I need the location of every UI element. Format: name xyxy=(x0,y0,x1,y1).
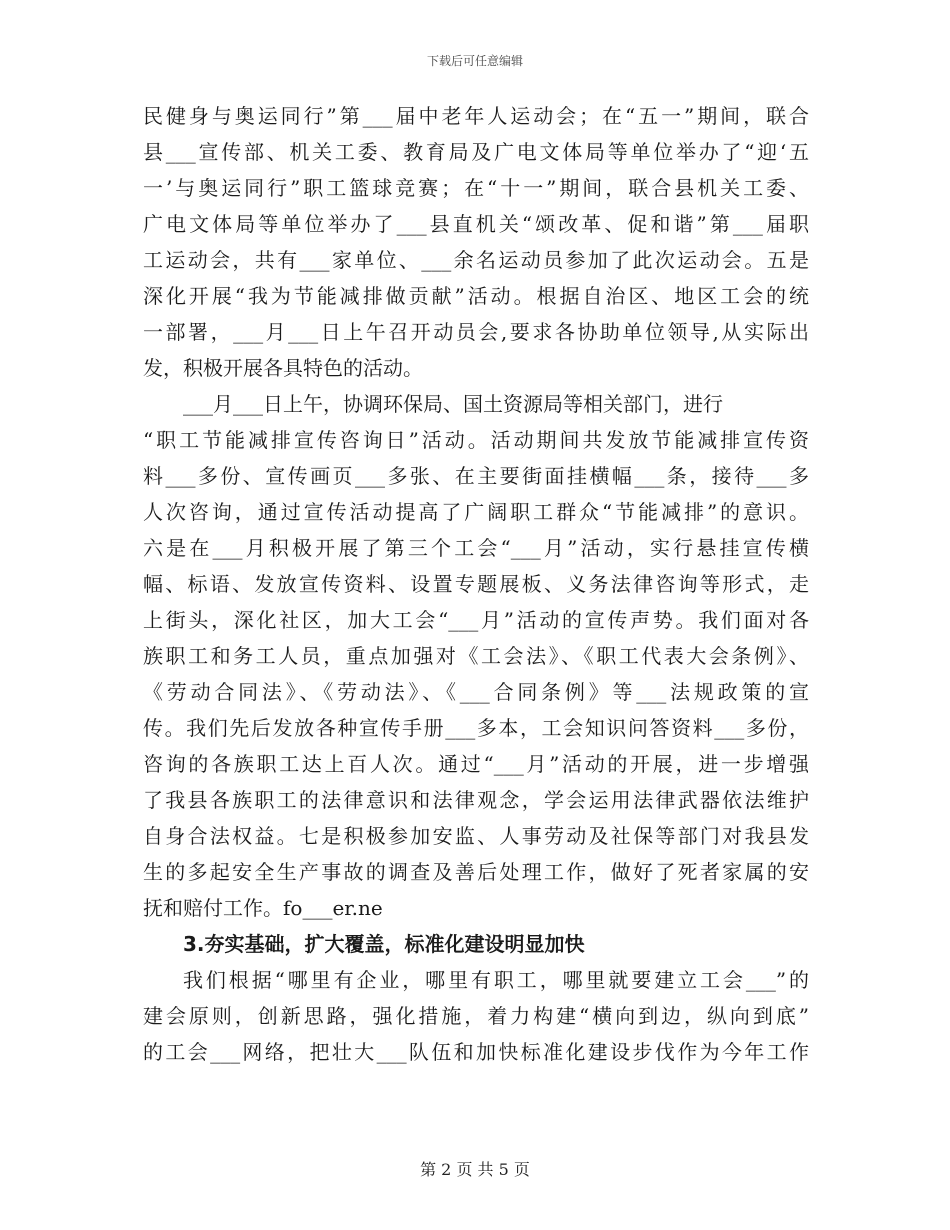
text-line: 发，积极开展各具特色的活动。 xyxy=(143,356,423,380)
text-line: 了我县各族职工的法律意识和法律观念，学会运用法律武器依法维护 xyxy=(143,788,809,812)
text-line: 工运动会，共有___家单位、___余名运动员参加了此次运动会。五是 xyxy=(143,248,809,272)
text-line: 民健身与奥运同行”第___届中老年人运动会；在“五一”期间，联合 xyxy=(143,104,809,128)
text-line: 的工会___网络，把壮大___队伍和加快标准化建设步伐作为今年工作 xyxy=(143,1040,809,1064)
text-line: 料___多份、宣传画页___多张、在主要街面挂横幅___条，接待___多 xyxy=(143,464,809,488)
text-line: 深化开展“我为节能减排做贡献”活动。根据自治区、地区工会的统 xyxy=(143,284,809,308)
page-number-footer: 第 2 页 共 5 页 xyxy=(420,1160,530,1179)
document-body xyxy=(143,98,809,1070)
text-line: 广电文体局等单位举办了___县直机关“颂改革、促和谐”第___届职 xyxy=(143,212,809,236)
text-line: 上街头，深化社区，加大工会“___月”活动的宣传声势。我们面对各 xyxy=(143,608,809,632)
text-line: 人次咨询，通过宣传活动提高了广阔职工群众“节能减排”的意识。 xyxy=(143,500,809,524)
text-line: “职工节能减排宣传咨询日”活动。活动期间共发放节能减排宣传资 xyxy=(143,428,809,452)
text-line: 咨询的各族职工达上百人次。通过“___月”活动的开展，进一步增强 xyxy=(143,752,809,776)
text-line: 幅、标语、发放宣传资料、设置专题展板、义务法律咨询等形式，走 xyxy=(143,572,809,596)
text-line: 一部署，___月___日上午召开动员会,要求各协助单位领导,从实际出 xyxy=(143,320,809,344)
text-line: 我们根据“哪里有企业，哪里有职工，哪里就要建立工会___”的 xyxy=(183,968,809,992)
page-header: 下载后可任意编辑 xyxy=(426,54,523,68)
section-heading: 3.夯实基础，扩大覆盖，标准化建设明显加快 xyxy=(183,932,585,956)
text-line: 建会原则，创新思路，强化措施，着力构建“横向到边，纵向到底” xyxy=(143,1004,809,1028)
text-line: 抚和赔付工作。fo___er.ne xyxy=(143,896,383,920)
text-line: 自身合法权益。七是积极参加安监、人事劳动及社保等部门对我县发 xyxy=(143,824,809,848)
text-line: 《劳动合同法》、《劳动法》、《___合同条例》等___法规政策的宣 xyxy=(143,680,809,704)
text-line: 族职工和务工人员，重点加强对《工会法》、《职工代表大会条例》、 xyxy=(143,644,809,668)
text-line: 生的多起安全生产事故的调查及善后处理工作，做好了死者家属的安 xyxy=(143,860,809,884)
text-line: 一’与奥运同行”职工篮球竞赛；在“十一”期间，联合县机关工委、 xyxy=(143,176,809,200)
text-line: 县___宣传部、机关工委、教育局及广电文体局等单位举办了“迎‘五 xyxy=(143,140,809,164)
text-line: 六是在___月积极开展了第三个工会“___月”活动，实行悬挂宣传横 xyxy=(143,536,809,560)
text-line: ___月___日上午，协调环保局、国土资源局等相关部门，进行 xyxy=(183,392,723,416)
text-line: 传。我们先后发放各种宣传手册___多本，工会知识问答资料___多份， xyxy=(143,716,809,740)
